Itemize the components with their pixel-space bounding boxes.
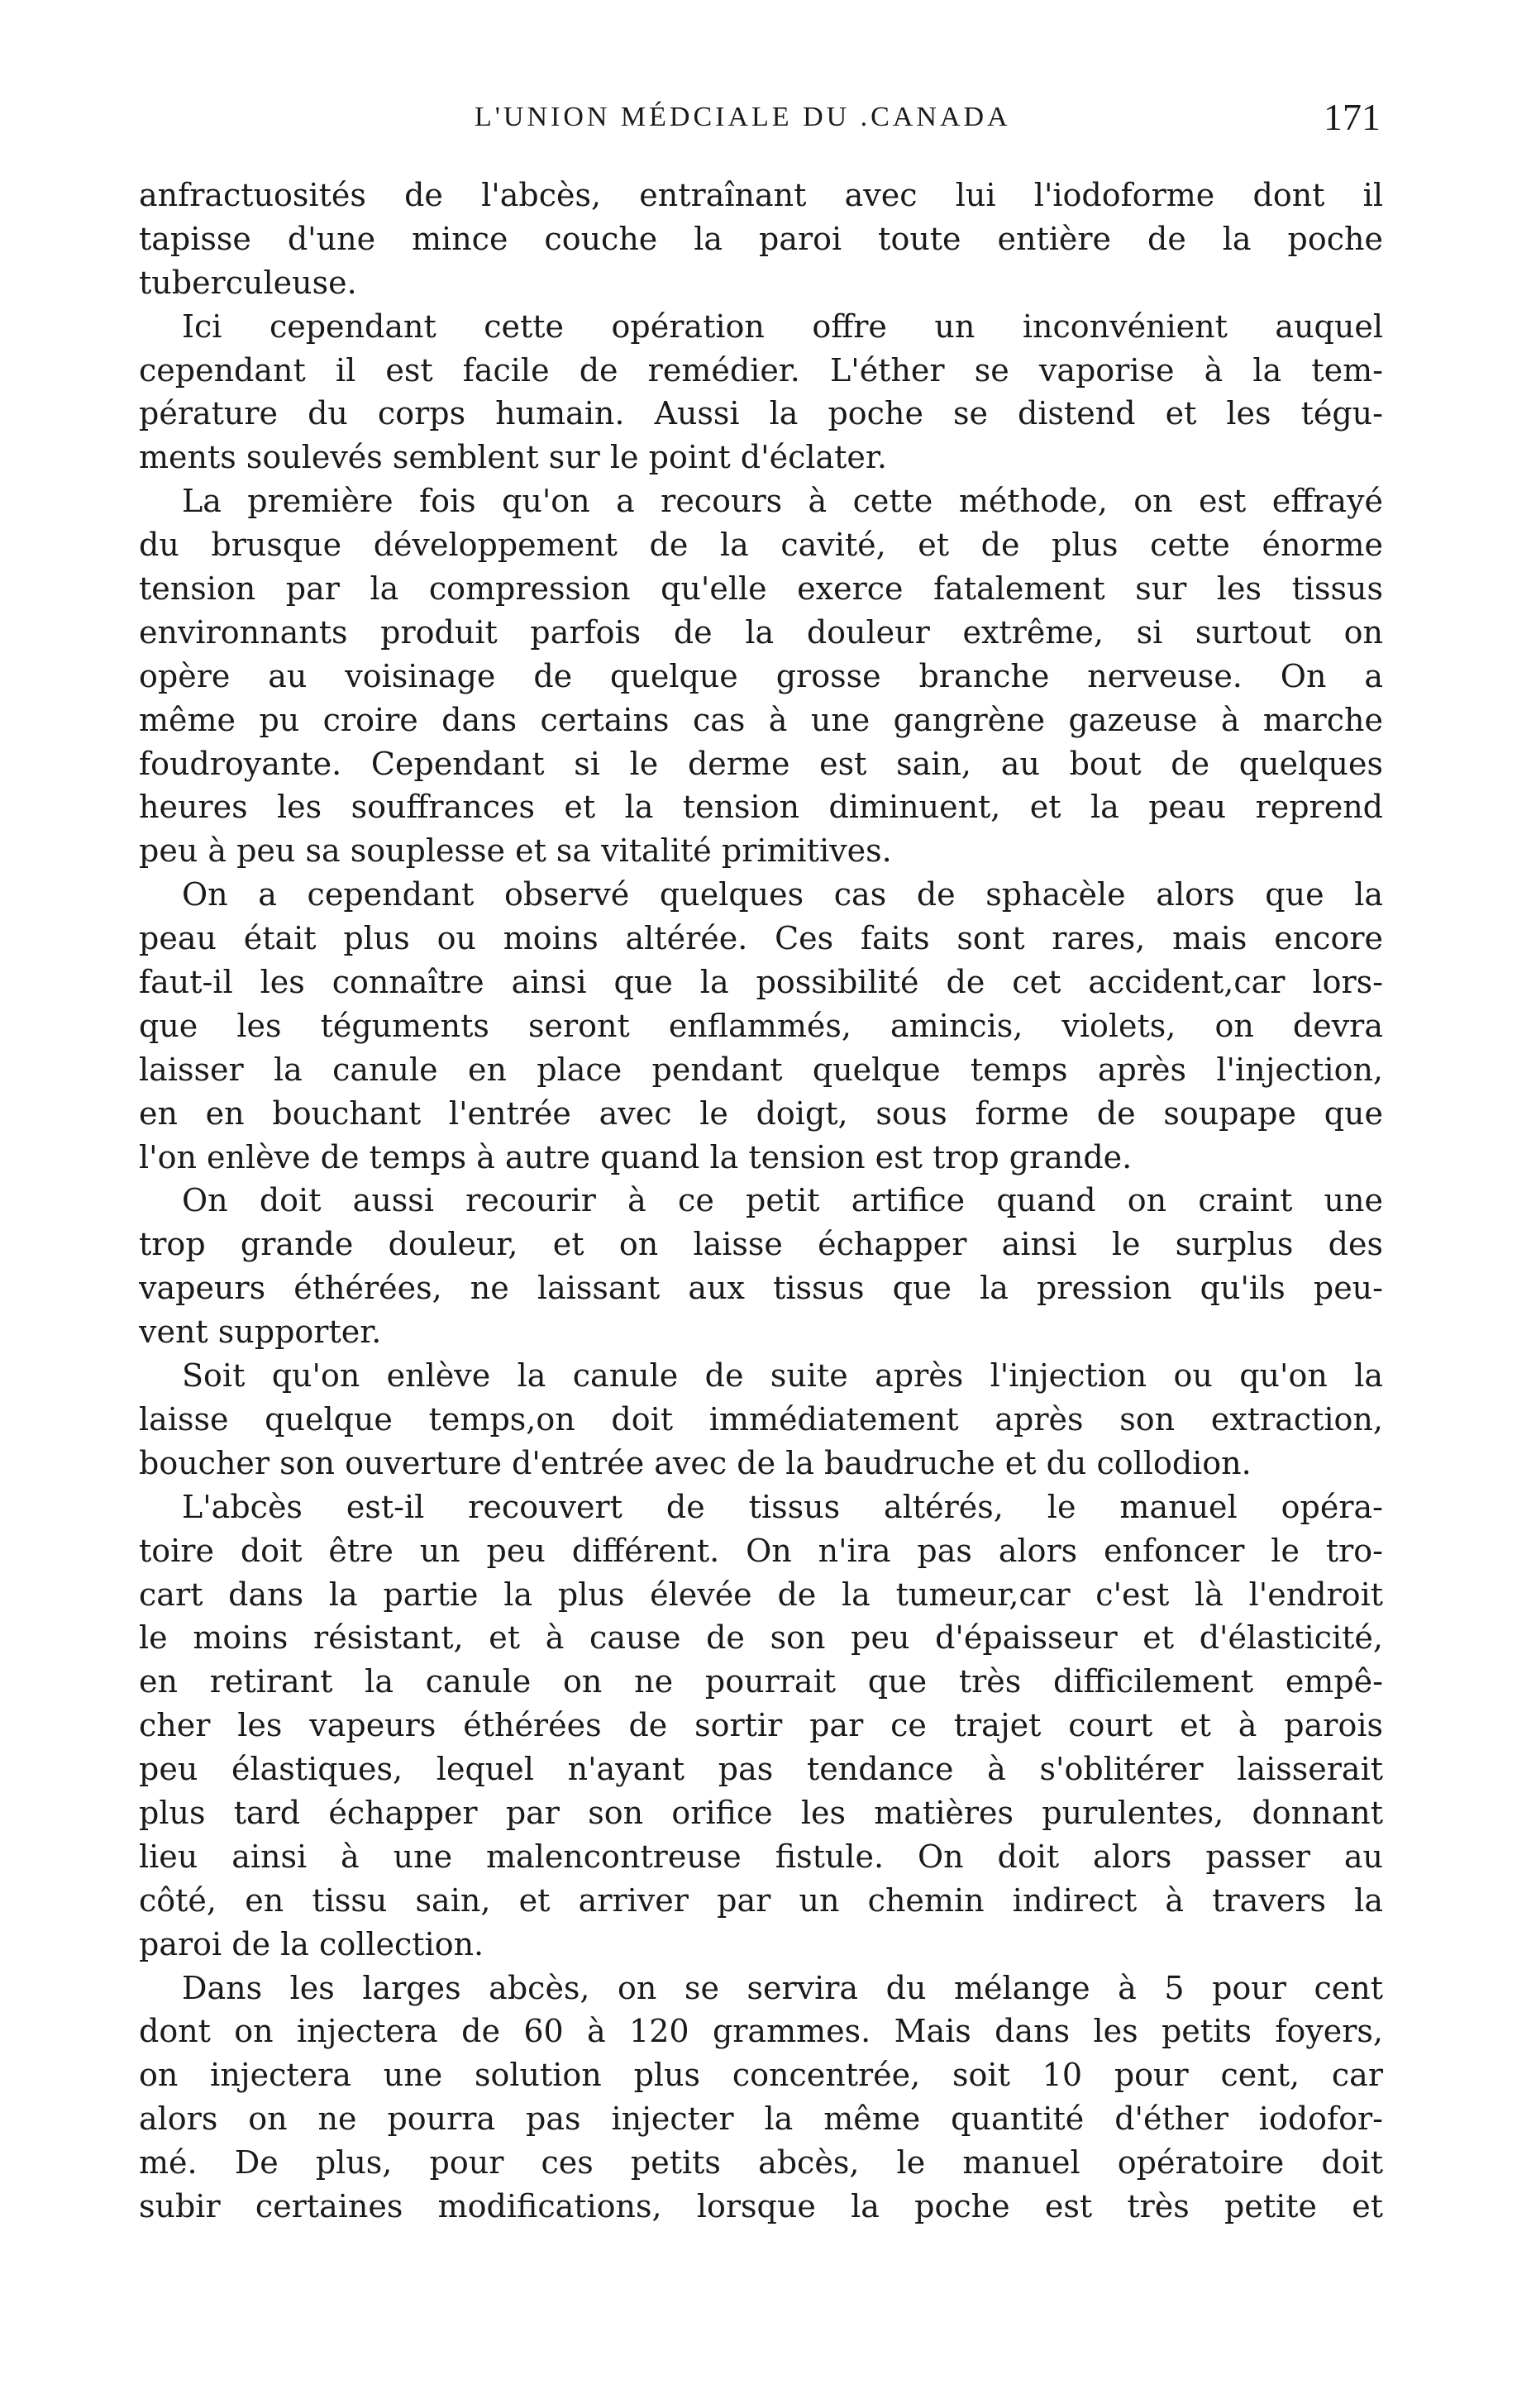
text-line: opère au voisinage de quelque grosse branche nerveuse. On a <box>139 657 1383 694</box>
text-line: peu élastiques, lequel n'ayant pas tendance à s'oblitérer laisserait <box>139 1751 1383 1788</box>
text-line: que les téguments seront enflammés, amincis, violets, on devra <box>139 1007 1383 1044</box>
text-line: le moins résistant, et à cause de son peu d'épaisseur et d'élasticité, <box>139 1619 1383 1657</box>
text-line: mé. De plus, pour ces petits abcès, le manuel opératoire doit <box>139 2144 1383 2182</box>
text-line: On doit aussi recourir à ce petit artifice quand on craint une <box>182 1182 1383 1219</box>
text-line: L'abcès est-il recouvert de tissus altérés, le manuel opéra- <box>182 1488 1383 1525</box>
text-line: laisser la canule en place pendant quelque temps après l'injection, <box>139 1051 1383 1088</box>
text-line: lieu ainsi à une malencontreuse fistule. On doit alors passer au <box>139 1838 1383 1875</box>
text-line: pérature du corps humain. Aussi la poche se distend et les tégu- <box>139 395 1383 432</box>
text-line: tapisse d'une mince couche la paroi toute entière de la poche <box>139 220 1383 257</box>
text-line: ments soulevés semblent sur le point d'éclater. <box>139 439 887 476</box>
text-line: foudroyante. Cependant si le derme est sain, au bout de quelques <box>139 745 1383 782</box>
text-line: anfractuosités de l'abcès, entraînant avec lui l'iodoforme dont il <box>139 177 1383 213</box>
text-line: La première fois qu'on a recours à cette méthode, on est effrayé <box>182 483 1383 520</box>
text-line: en retirant la canule on ne pourrait que très difficilement empê- <box>139 1663 1383 1700</box>
text-line: cart dans la partie la plus élevée de la tumeur,car c'est là l'endroit <box>139 1576 1383 1613</box>
text-line: l'on enlève de temps à autre quand la tension est trop grande. <box>139 1138 1133 1175</box>
text-line: peau était plus ou moins altérée. Ces faits sont rares, mais encore <box>139 920 1383 957</box>
text-line: laisse quelque temps,on doit immédiatement après son extraction, <box>139 1400 1383 1438</box>
text-line: environnants produit parfois de la douleur extrême, si surtout on <box>139 613 1383 651</box>
page-number: 171 <box>1324 96 1381 138</box>
text-line: on injectera une solution plus concentrée, soit 10 pour cent, car <box>139 2057 1383 2094</box>
text-line: vapeurs éthérées, ne laissant aux tissus que la pression qu'ils peu- <box>139 1270 1383 1307</box>
text-line: vent supporter. <box>139 1314 382 1351</box>
text-line: alors on ne pourra pas injecter la même quantité d'éther iodofor- <box>139 2100 1383 2138</box>
text-line: subir certaines modifications, lorsque la poche est très petite et <box>139 2187 1383 2224</box>
text-line: faut-il les connaître ainsi que la possibilité de cet accident,car lors- <box>139 964 1383 1001</box>
text-line: cher les vapeurs éthérées de sortir par ce trajet court et à parois <box>139 1707 1383 1744</box>
text-line: Dans les larges abcès, on se servira du mélange à 5 pour cent <box>182 1969 1383 2006</box>
text-line: paroi de la collection. <box>139 1925 484 1962</box>
text-line: côté, en tissu sain, et arriver par un chemin indirect à travers la <box>139 1881 1383 1919</box>
text-line: dont on injectera de 60 à 120 grammes. Mais dans les petits foyers, <box>139 2013 1383 2050</box>
text-line: Ici cependant cette opération offre un inconvénient auquel <box>182 308 1383 345</box>
text-line: du brusque développement de la cavité, et de plus cette énorme <box>139 527 1383 564</box>
text-line: boucher son ouverture d'entrée avec de la baudruche et du collodion. <box>139 1444 1252 1481</box>
text-line: On a cependant observé quelques cas de sphacèle alors que la <box>182 876 1383 913</box>
text-line: même pu croire dans certains cas à une gangrène gazeuse à marche <box>139 701 1383 738</box>
running-head <box>0 93 1536 142</box>
text-line: peu à peu sa souplesse et sa vitalité primitives. <box>139 832 892 870</box>
text-line: en en bouchant l'entrée avec le doigt, sous forme de soupape que <box>139 1094 1383 1132</box>
text-line: toire doit être un peu différent. On n'ira pas alors enfoncer le tro- <box>139 1532 1383 1569</box>
text-line: tuberculeuse. <box>139 264 357 301</box>
body-text <box>139 174 1383 2229</box>
text-line: cependant il est facile de remédier. L'éther se vaporise à la tem- <box>139 351 1383 389</box>
text-line: plus tard échapper par son orifice les matières purulentes, donnant <box>139 1794 1383 1831</box>
text-line: heures les souffrances et la tension diminuent, et la peau reprend <box>139 789 1383 826</box>
journal-title: L'UNION MÉDCIALE DU .CANADA <box>475 102 1011 132</box>
text-line: tension par la compression qu'elle exerce fatalement sur les tissus <box>139 570 1383 608</box>
text-line: Soit qu'on enlève la canule de suite après l'injection ou qu'on la <box>182 1357 1383 1395</box>
text-line: trop grande douleur, et on laisse échapper ainsi le surplus des <box>139 1226 1383 1263</box>
